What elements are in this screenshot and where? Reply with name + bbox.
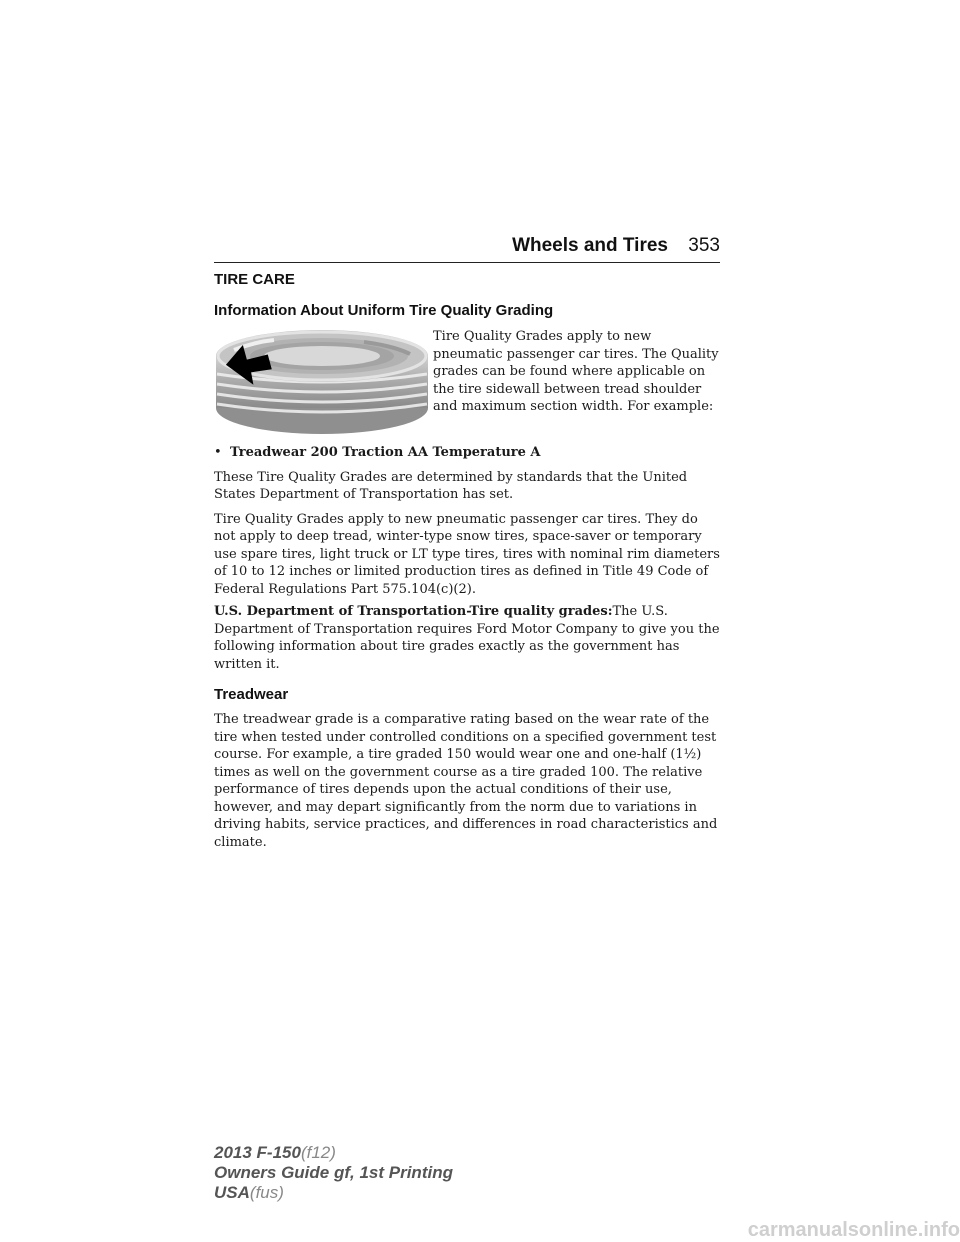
page-footer <box>214 1143 453 1203</box>
subsection-heading: Information About Uniform Tire Quality Grading <box>214 302 554 319</box>
paragraph: These Tire Quality Grades are determined by standards that the United States Department of Transportation has set. <box>214 469 688 502</box>
footer-edition: Owners Guide gf, 1st Printing <box>214 1163 453 1182</box>
tire-sidewall-illustration <box>214 328 429 436</box>
footer-model: 2013 F-150 <box>214 1143 301 1162</box>
footer-line <box>214 1183 453 1203</box>
section-heading: TIRE CARE <box>214 271 295 288</box>
paragraph: The treadwear grade is a comparative rating based on the wear rate of the tire when tested under controlled conditions on a specified government test course. For example, a tire graded 150 would wear one and one-half (1½) times as well on the government course as a tire graded 100. The relative performance of tires depends upon the actual conditions of their use, however, and may depart significantly from the norm due to variations in driving habits, service practices, and differences in road characteristics and climate. <box>214 712 718 850</box>
section-title: Wheels and Tires <box>512 235 668 256</box>
footer-market: USA <box>214 1183 250 1202</box>
footer-line <box>214 1143 453 1163</box>
figure-caption-text: Tire Quality Grades apply to new pneumatic passenger car tires. The Quality grades can be found where applicable on the tire sidewall between tread shoulder and maximum section width. For example: <box>433 329 719 414</box>
figure-row <box>214 328 720 436</box>
paragraph <box>214 603 720 673</box>
footer-model-code: (f12) <box>300 1143 336 1162</box>
watermark: carmanualsonline.info <box>747 1219 960 1241</box>
page-header <box>214 228 720 263</box>
treadwear-heading: Treadwear <box>214 686 289 703</box>
dot-grades-text: The U.S. Department of Transportation requires Ford Motor Company to give you the following information about tire grades exactly as the government has written it. <box>214 604 720 672</box>
footer-market-code: (fus) <box>249 1183 284 1202</box>
list-item <box>214 444 720 462</box>
page-content <box>214 270 720 851</box>
bullet-symbol: • <box>214 445 222 460</box>
example-grades: Treadwear 200 Traction AA Temperature A <box>230 445 541 460</box>
page-number: 353 <box>688 235 720 256</box>
paragraph: Tire Quality Grades apply to new pneumatic passenger car tires. They do not apply to deep tread, winter-type snow tires, space-saver or temporary use spare tires, light truck or LT type tires, tires with nominal rim diameters of 10 to 12 inches or limited production tires as defined in Title 49 Code of Federal Regulations Part 575.104(c)(2). <box>214 511 720 597</box>
tire-icon <box>214 328 429 436</box>
dot-grades-lead: U.S. Department of Transportation-Tire quality grades: <box>214 604 613 619</box>
